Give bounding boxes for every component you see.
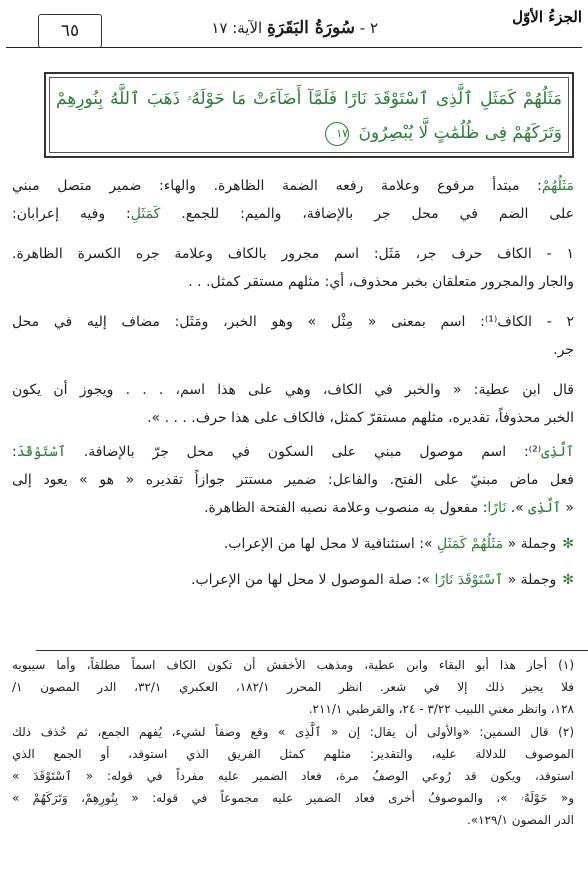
body-line [12, 494, 574, 522]
quran-word: ٱلَّذِى [541, 444, 574, 460]
body-line [12, 200, 574, 228]
body-line: ١ - الكاف حرف جر، مَثَل: اسم مجرور بالكاف وعلامة جره الكسرة الظاهرة. [12, 246, 574, 262]
footnotes [12, 654, 574, 832]
quran-word: ٱسْتَوْقَدَ نَارًا [434, 572, 504, 588]
body-text: ». [510, 500, 524, 516]
body-text: « [565, 500, 574, 516]
star-bullet-icon: ✻ [562, 536, 574, 552]
body-text: : وفيه إعرابان: [12, 206, 131, 222]
star-bullet-icon: ✻ [562, 572, 574, 588]
surah-name: سُورَةُ البَقَرَةِ [266, 18, 355, 38]
irab-text [12, 172, 574, 594]
verse-line-1: مَثَلُهُمْ كَمَثَلِ ٱلَّذِى ٱسْتَوْقَدَ نَارًا فَلَمَّآ أَضَآءَتْ مَا حَوْلَهُۥ ذَهَبَ ٱللَّهُ بِنُورِهِمْ [56, 89, 562, 109]
footnote-line: (٢) قال السمين: «والأولى أن يقال: إن « ٱلَّذِى » وقع وصفاً لشيء، يُفهم الجمع، ثم حُذف ذلك [12, 724, 574, 739]
quran-word: مَثَلُهُمْ كَمَثَلِ [436, 536, 504, 552]
verse-line-2 [56, 116, 562, 150]
verse-inner-frame [49, 77, 569, 153]
body-text: على الضم في محل جر بالإضافة، والميم: للجمع. [181, 206, 574, 222]
quran-word: ٱلَّذِى [528, 500, 561, 516]
footnote-line: استوقد، ويكون قد رُوعي الوصفُ مرة، فعاد الضمير عليه مفرداً في قوله: « ٱسْتَوْقَدَ » [12, 769, 574, 784]
body-line: فعل ماض مبنيّ على الفتح. والفاعل: ضمير مستتر جوازاً تقديره « هو » يعود إلى [12, 472, 574, 488]
page-number: ٦٥ [60, 21, 80, 41]
body-text: ⁽²⁾: اسم موصول مبني على السكون في محل جرّ بالإضافة. [83, 444, 542, 460]
ayah-number-marker: ١٧ [325, 122, 349, 146]
juz-title: الجزءُ الأوّل [512, 8, 582, 26]
header-divider [6, 47, 582, 48]
body-line: ٢ - الكاف⁽¹⁾: اسم بمعنى « مِثْل » وهو الخبر، ومَثَل: مضاف إليه في محل [12, 314, 574, 330]
surah-number: ٢ - [359, 19, 378, 37]
quran-word: نَارًا [487, 500, 507, 516]
body-line [12, 530, 574, 558]
body-line [12, 566, 574, 594]
footnote-line: الموصوف للدلالة عليه، والتقدير: مثلهم كمثل الفريق الذي استوقد، أو الجمع الذي [12, 746, 574, 761]
body-line: والجار والمجرور متعلقان بخبر محذوف، أي: مثلهم مستقر كمثل. . . [188, 274, 574, 290]
body-text: : مبتدأ مرفوع وعلامة رفعه الضمة الظاهرة. والهاء: ضمير متصل مبني [12, 178, 542, 194]
footnote-line: فلا يجيز ذلك إلا في شعر. انظر المحرر ١٨٢/١، العكبري ٣٢/١، الدر المصون ١/ [12, 680, 574, 695]
footnote-separator [36, 650, 588, 651]
body-text: »: استئنافية لا محل لها من الإعراب. [223, 536, 433, 552]
footnote-line: و« حَوْلَهُۥ »، والموصوفُ أخرى فعاد الضمير عليه مجموعاً في قوله: « بِنُورِهِمْ، وَتَرَكَهُمْ » [12, 791, 574, 806]
body-text: وجملة « [507, 536, 557, 552]
page-header [0, 4, 588, 48]
quran-word: كَمَثَلِ [130, 206, 161, 222]
verse-frame [44, 72, 574, 158]
verse-line-2-text: وَتَرَكَهُمْ فِى ظُلُمَٰتٍ لَّا يُبْصِرُونَ [358, 123, 562, 143]
footnote-line: الدر المصون ١٢٩/١». [466, 813, 574, 828]
ayah-label: الآية: ١٧ [211, 19, 263, 37]
body-line: جر. [553, 342, 574, 358]
quran-word: ٱسْتَوْقَدَ [16, 444, 66, 460]
footnote-line: (١) أجاز هذا أبو البقاء وابن عطية، ومذهب الأخفش أن تكون الكاف اسماً مطلقاً، وأما سيبويه [12, 658, 574, 672]
body-line: قال ابن عطية: « والخبر في الكاف، وهي على هذا اسم، . . . ويجوز أن يكون [12, 382, 574, 398]
page-number-box [38, 14, 102, 48]
body-line: ٱلَّذِى⁽²⁾: اسم موصول مبني على السكون في محل جرّ بالإضافة. ٱسْتَوْقَدَ: [12, 444, 574, 460]
body-line [12, 172, 574, 200]
quran-word: مَثَلُهُمْ [541, 178, 574, 194]
body-text: »: صلة الموصول لا محل لها من الإعراب. [191, 572, 430, 588]
body-text: وجملة « [507, 572, 557, 588]
body-line: الخبر محذوفاً، تقديره، مثلهم مستقرّ كمثل، فالكاف على هذا حرف. . . . ». [147, 410, 574, 426]
body-text: : مفعول به منصوب وعلامة نصبه الفتحة الظاهرة. [204, 500, 488, 516]
surah-heading [211, 18, 378, 38]
footnote-line: ١٢٨، وانظر مغني اللبيب ٣/٢٢ - ٢٤، والقرطبي ٢١١/١. [308, 702, 574, 717]
